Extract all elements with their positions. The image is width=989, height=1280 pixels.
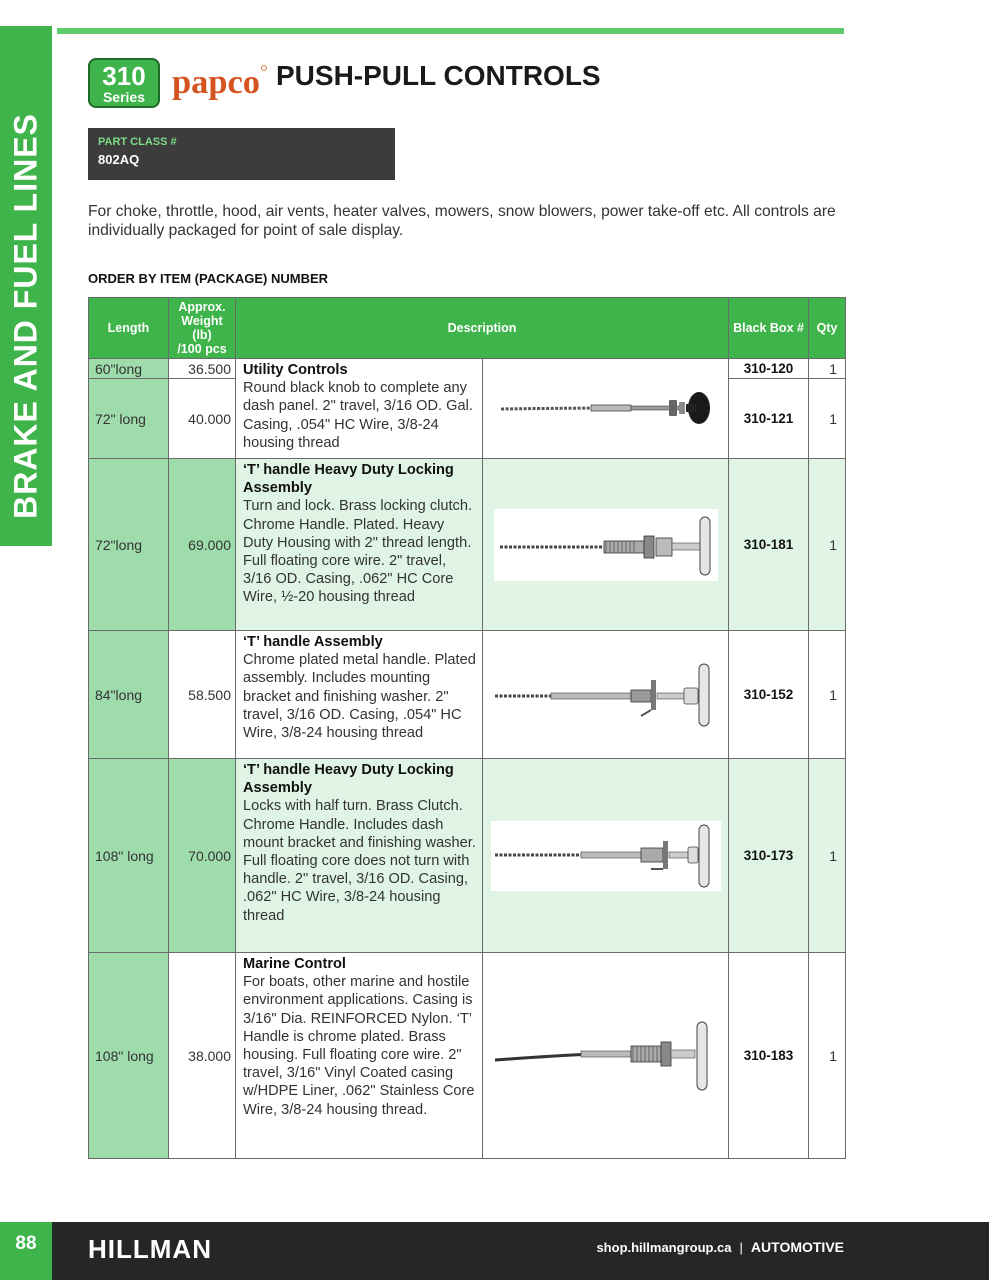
table-row — [89, 631, 846, 759]
header-sku: Black Box # — [729, 298, 809, 359]
qty-cell: 1 — [809, 953, 846, 1159]
header-qty: Qty — [809, 298, 846, 359]
header-weight — [169, 298, 236, 359]
sku-cell: 310-152 — [729, 631, 809, 759]
qty-cell: 1 — [809, 759, 846, 953]
header-weight-line-2: Weight (lb) — [181, 314, 223, 342]
header-length: Length — [89, 298, 169, 359]
part-class-label: PART CLASS # — [98, 136, 177, 148]
weight-cell: 69.000 — [169, 459, 236, 631]
length-cell: 108" long — [89, 759, 169, 953]
page-title: PUSH-PULL CONTROLS — [276, 60, 601, 91]
qty-cell: 1 — [809, 459, 846, 631]
t-handle-heavy-duty-icon — [494, 509, 718, 581]
qty-cell: 1 — [809, 359, 846, 379]
product-title: Marine Control — [243, 956, 346, 972]
length-cell: 60"long — [89, 359, 169, 379]
table-row — [89, 459, 846, 631]
weight-cell: 38.000 — [169, 953, 236, 1159]
header-description: Description — [236, 298, 729, 359]
marine-control-icon — [491, 1018, 721, 1094]
footer-separator: | — [739, 1240, 743, 1255]
sku-cell: 310-121 — [729, 379, 809, 459]
papco-logo — [170, 62, 268, 100]
product-description: Turn and lock. Brass locking clutch. Chrome Handle. Plated. Heavy Duty Housing with 2" thread length. Full floating core wire. 2" travel, 3/16 OD. Casing, .062" HC Core Wire, ½-20 housing thread — [243, 498, 473, 606]
image-cell — [483, 953, 729, 1159]
description-cell — [236, 359, 483, 459]
product-title: ‘T’ handle Heavy Duty Locking Assembly — [243, 462, 454, 497]
series-number: 310 — [102, 61, 146, 91]
sku-cell: 310-183 — [729, 953, 809, 1159]
side-section-label: BRAKE AND FUEL LINES — [7, 113, 44, 519]
length-cell: 108" long — [89, 953, 169, 1159]
utility-control-knob-icon — [491, 381, 721, 437]
length-cell: 72" long — [89, 379, 169, 459]
length-cell: 72"long — [89, 459, 169, 631]
series-word: Series — [102, 89, 146, 105]
product-description: Locks with half turn. Brass Clutch. Chrome Handle. Includes dash mount bracket and finishing washer. Full floating core does not turn with handle. 2" travel, 3/16 OD. Casing, .062" HC Wire, 3/8-24 housing thread — [243, 798, 476, 924]
product-table — [88, 297, 846, 1159]
page-number: 88 — [0, 1222, 52, 1280]
side-section-tab — [0, 26, 52, 546]
qty-cell: 1 — [809, 631, 846, 759]
table-row — [89, 359, 846, 379]
table-row — [89, 759, 846, 953]
product-description: For boats, other marine and hostile environment applications. Casing is 3/16" Dia. REINFORCED Nylon. ‘T’ Handle is chrome plated. Brass housing. Full floating core wire. 2" travel, 3/16" Vinyl Coated casing w/HDPE Liner, .062" Stainless Core Wire, 3/8-24 housing thread. — [243, 974, 475, 1118]
weight-cell: 36.500 — [169, 359, 236, 379]
part-class-value: 802AQ — [98, 152, 140, 167]
product-description: Round black knob to complete any dash panel. 2" travel, 3/16 OD. Gal. Casing, .054" HC Wire, 3/8-24 housing thread — [243, 380, 473, 451]
t-handle-assembly-icon — [491, 660, 721, 730]
image-cell — [483, 631, 729, 759]
sku-cell: 310-181 — [729, 459, 809, 631]
image-cell — [483, 459, 729, 631]
product-description: Chrome plated metal handle. Plated assembly. Includes mounting bracket and finishing washer. 2" travel, 3/16 OD. Casing, .054" HC Wire, 3/8-24 housing thread — [243, 652, 476, 742]
product-title: ‘T’ handle Heavy Duty Locking Assembly — [243, 762, 454, 797]
hillman-logo: HILLMAN — [88, 1234, 212, 1264]
series-badge — [88, 58, 160, 108]
description-cell — [236, 953, 483, 1159]
footer-section: AUTOMOTIVE — [750, 1239, 844, 1255]
product-title: ‘T’ handle Assembly — [243, 634, 383, 650]
sku-cell: 310-173 — [729, 759, 809, 953]
product-title: Utility Controls — [243, 362, 348, 378]
part-class-box — [88, 128, 395, 180]
weight-cell: 40.000 — [169, 379, 236, 459]
order-heading: ORDER BY ITEM (PACKAGE) NUMBER — [88, 271, 329, 286]
description-cell — [236, 631, 483, 759]
brand-text: papco — [172, 64, 260, 100]
header-weight-line-1: Approx. — [178, 300, 226, 314]
image-cell — [483, 759, 729, 953]
intro-paragraph: For choke, throttle, hood, air vents, heater valves, mowers, snow blowers, power take-off etc. All controls are individually packaged for point of sale display. — [88, 203, 836, 239]
description-cell — [236, 459, 483, 631]
weight-cell: 58.500 — [169, 631, 236, 759]
footer-right — [596, 1239, 844, 1255]
image-cell — [483, 359, 729, 459]
page-footer — [0, 1222, 989, 1280]
t-handle-half-turn-icon — [491, 821, 721, 891]
header-weight-line-3: /100 pcs — [177, 342, 227, 356]
qty-cell: 1 — [809, 379, 846, 459]
sku-cell: 310-120 — [729, 359, 809, 379]
table-row — [89, 953, 846, 1159]
footer-url[interactable]: shop.hillmangroup.ca — [596, 1240, 732, 1255]
description-cell — [236, 759, 483, 953]
weight-cell: 70.000 — [169, 759, 236, 953]
top-rule — [57, 28, 844, 34]
length-cell: 84"long — [89, 631, 169, 759]
table-header-row — [89, 298, 846, 359]
